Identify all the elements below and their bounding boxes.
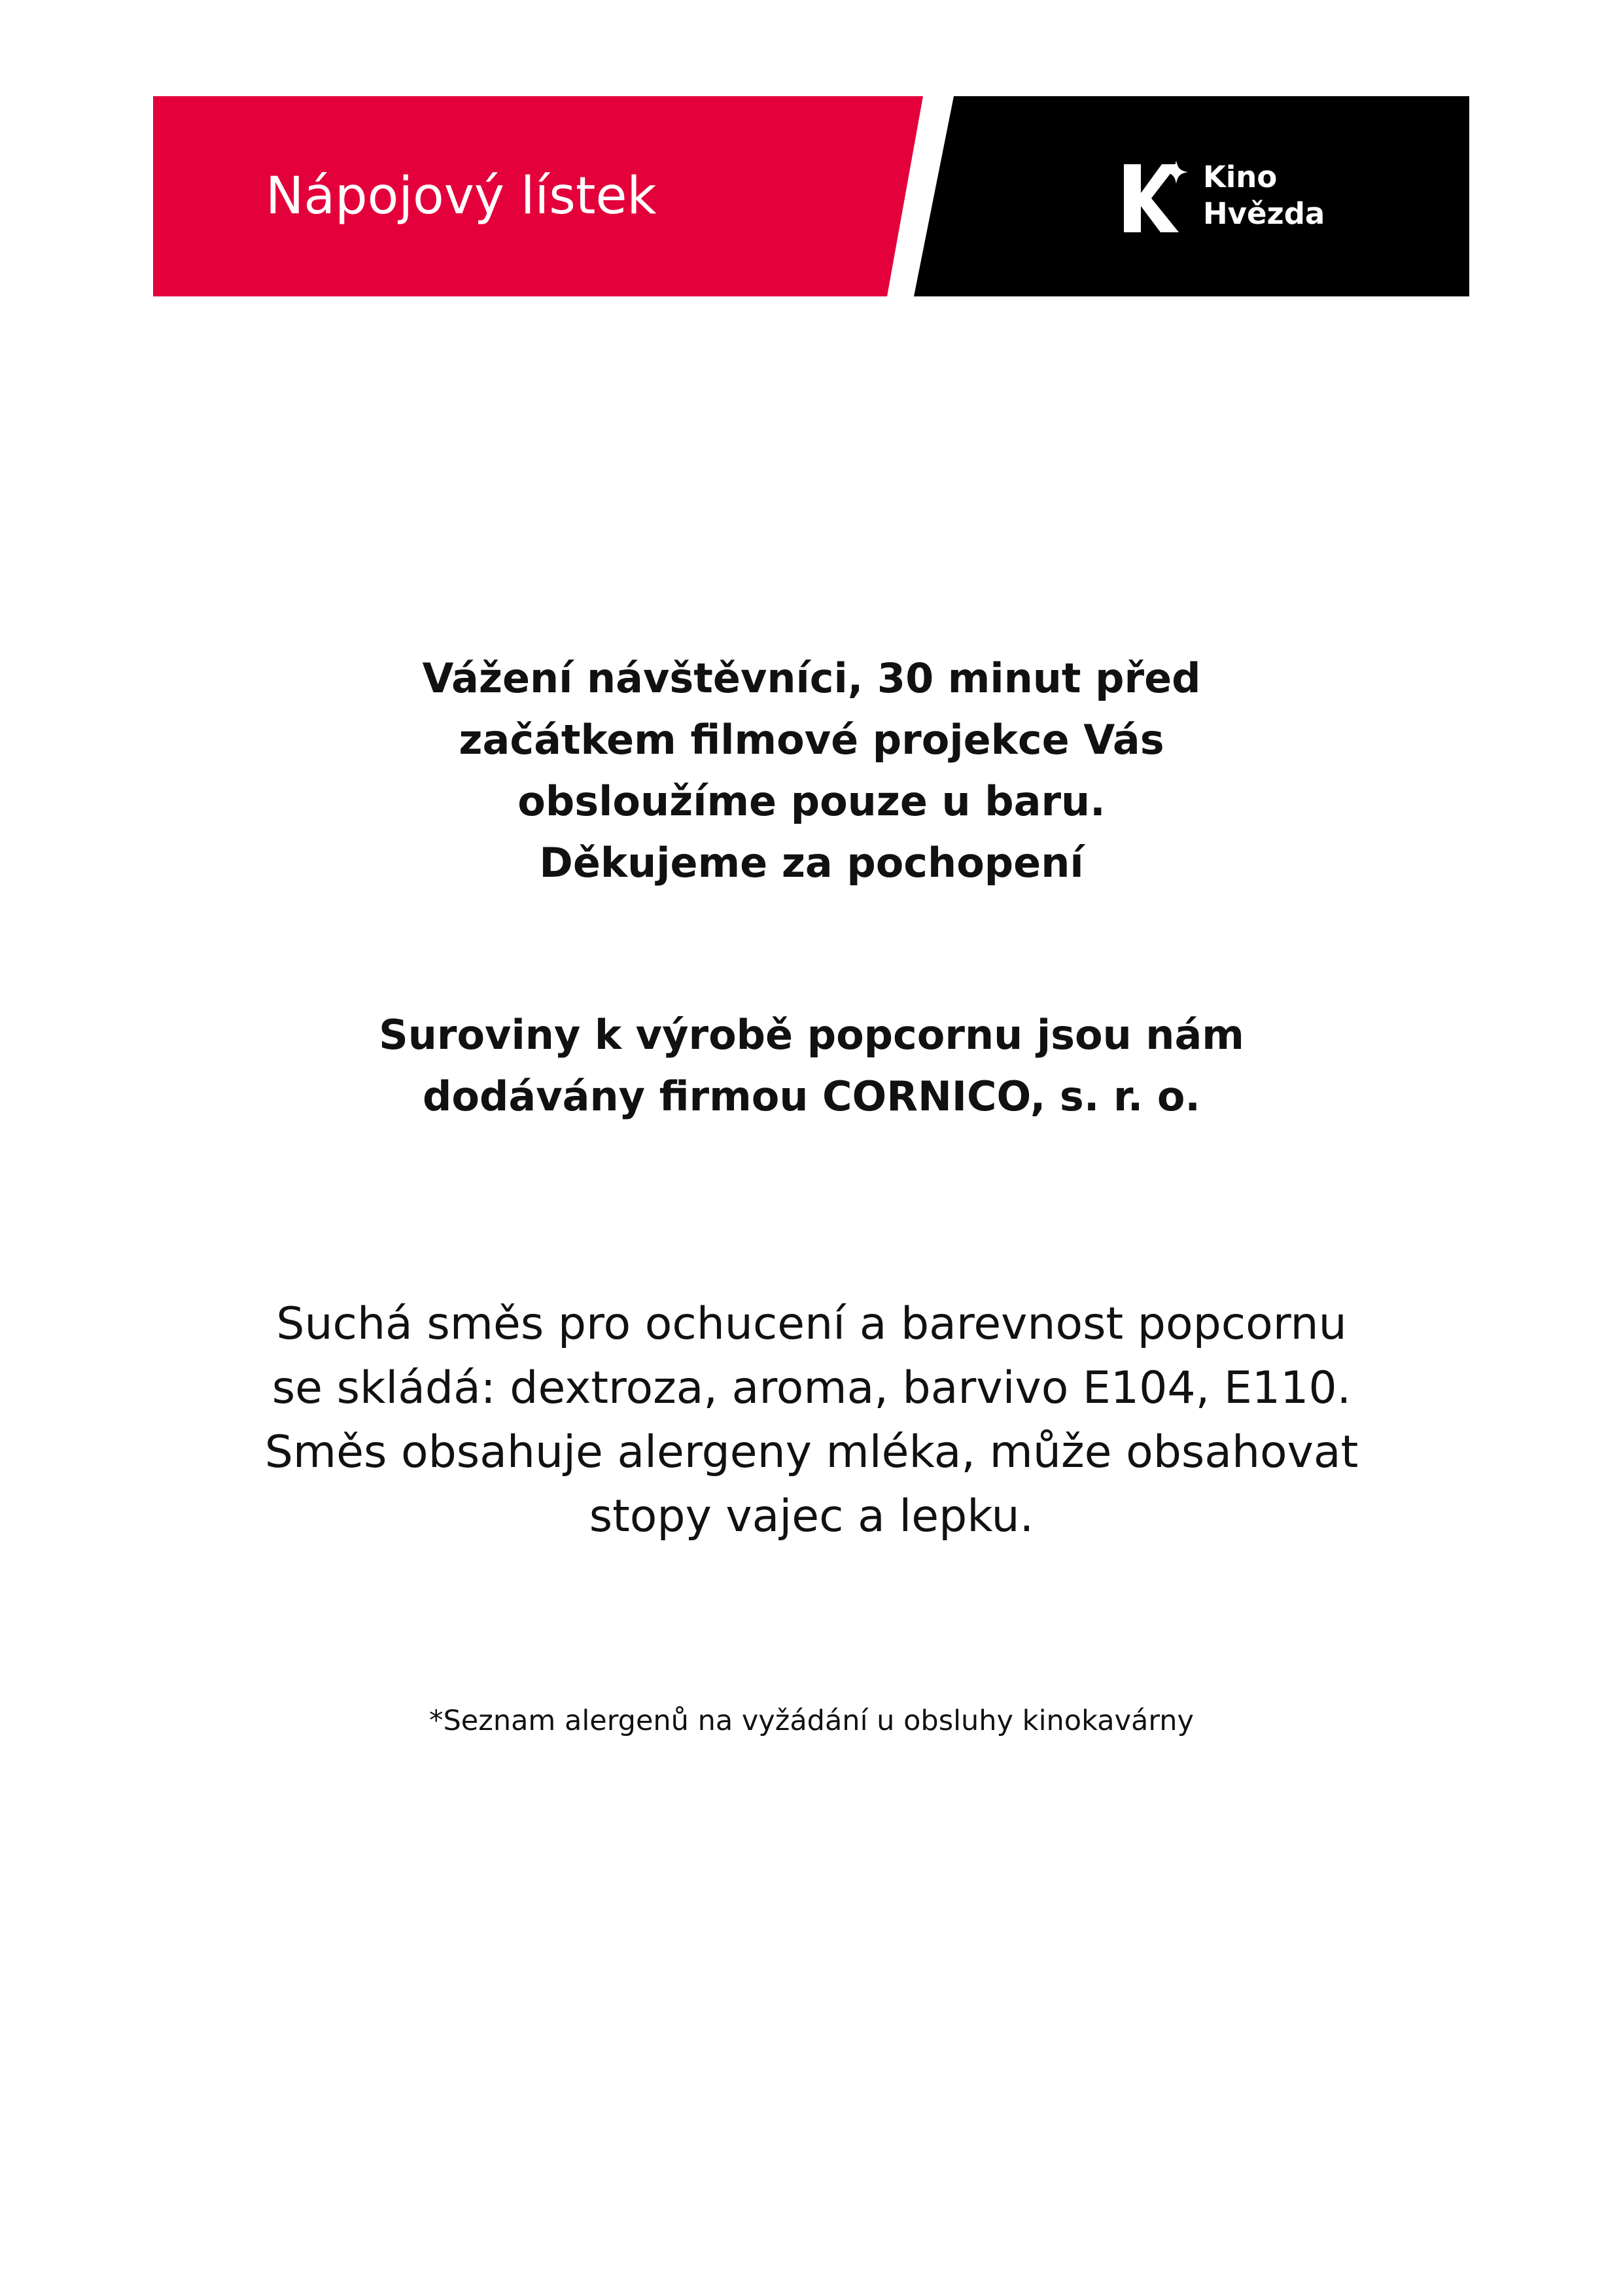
footnote-text: *Seznam alergenů na vyžádání u obsluhy kinokavárny <box>429 1704 1194 1737</box>
ingredients-line: stopy vajec a lepku. <box>589 1491 1034 1542</box>
logo-text <box>1203 159 1325 232</box>
k-star-logo-icon <box>1121 159 1193 236</box>
supplier-line: dodávány firmou CORNICO, s. r. o. <box>423 1072 1200 1120</box>
supplier-notice <box>0 1004 1623 1127</box>
page-title: Nápojový lístek <box>266 167 657 226</box>
allergen-footnote <box>0 1701 1623 1740</box>
logo-text-kino: Kino <box>1203 160 1278 194</box>
notice-line: začátkem filmové projekce Vás <box>459 716 1164 764</box>
header-banner <box>153 96 1469 296</box>
ingredients-line: Směs obsahuje alergeny mléka, může obsahovat <box>264 1426 1359 1478</box>
notice-line: obsloužíme pouze u baru. <box>517 777 1106 825</box>
ingredients-text <box>0 1292 1623 1549</box>
kino-hvezda-logo <box>1121 159 1383 238</box>
service-notice <box>0 648 1623 894</box>
notice-line: Vážení návštěvníci, 30 minut před <box>422 654 1201 702</box>
ingredients-line: Suchá směs pro ochucení a barevnost popcornu <box>276 1298 1347 1350</box>
notice-line: Děkujeme za pochopení <box>539 839 1084 887</box>
ingredients-line: se skládá: dextroza, aroma, barvivo E104, E110. <box>271 1362 1352 1414</box>
supplier-line: Suroviny k výrobě popcornu jsou nám <box>379 1011 1244 1059</box>
logo-text-hvezda: Hvězda <box>1203 196 1325 231</box>
